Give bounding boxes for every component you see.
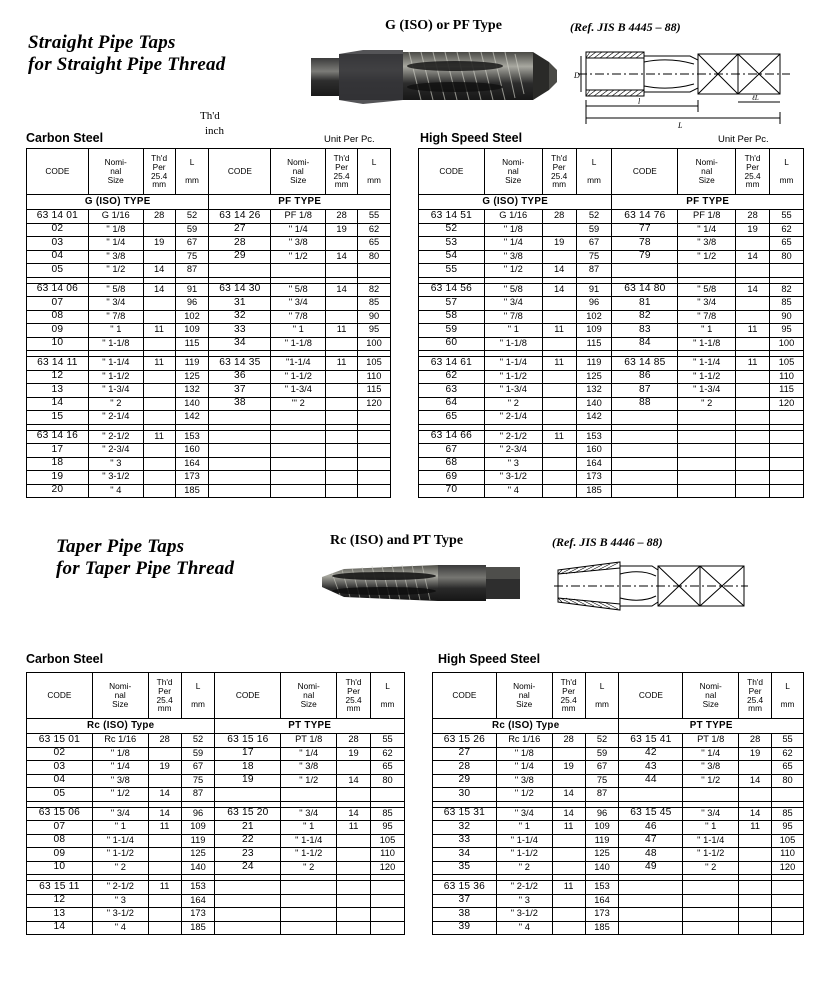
col-header-l: L mm: [358, 149, 391, 195]
table-row: 54 '' 3/8 75 79 '' 1/2 14 80: [419, 250, 804, 264]
table-row: 20 '' 4 185: [27, 484, 391, 498]
type-header-right: PF TYPE: [612, 195, 804, 210]
col-header-thd: Th'd Per 25.4 mm: [148, 673, 181, 719]
col-header-nominal: Nomi- nal Size: [496, 673, 552, 719]
table-row: 05 '' 1/2 14 87: [27, 788, 405, 802]
straight-tap-technical-drawing: [572, 40, 797, 128]
type-header-right: PT TYPE: [215, 719, 405, 734]
table-row: 07 '' 3/4 96 31 '' 3/4 85: [27, 297, 391, 311]
col-header-thd: Th'd Per 25.4 mm: [736, 149, 770, 195]
table-row: 19 '' 3-1/2 173: [27, 471, 391, 485]
table-row: 52 '' 1/8 59 77 '' 1/4 19 62: [419, 223, 804, 237]
table-body-taper-hss: [433, 719, 804, 935]
table-taper-high-speed-steel: [432, 672, 804, 935]
section2-title: [56, 536, 234, 580]
table-row: 64 '' 2 140 88 '' 2 120: [419, 397, 804, 411]
col-header-code: CODE: [419, 149, 485, 195]
table-row: 63 14 16 '' 2-1/2 11 153: [27, 430, 391, 444]
label-hss-taper: High Speed Steel: [438, 652, 541, 666]
table-row: 37 '' 3 164: [433, 894, 804, 908]
col-header-thd: Th'd Per 25.4 mm: [143, 149, 175, 195]
table-row: 08 '' 1-1/4 119 22 '' 1-1/4 105: [27, 834, 405, 848]
col-header-thd: Th'd Per 25.4 mm: [552, 673, 585, 719]
table-row: 63 15 11 '' 2-1/2 11 153: [27, 881, 405, 895]
table-row: 62 '' 1-1/2 125 86 '' 1-1/2 110: [419, 370, 804, 384]
table-type-header-row: [27, 195, 391, 210]
table-row: 35 '' 2 140 49 '' 2 120: [433, 861, 804, 875]
table-type-header-row: [27, 719, 405, 734]
type-header-left: G (ISO) TYPE: [419, 195, 612, 210]
col-header-nominal: Nomi- nal Size: [88, 149, 143, 195]
table-row: 57 '' 3/4 96 81 '' 3/4 85: [419, 297, 804, 311]
table-row: 63 15 01 Rc 1/16 28 52 63 15 16 PT 1/8 28 55: [27, 734, 405, 748]
table-row: 63 14 61 '' 1-1/4 11 119 63 14 85 '' 1-1/4 11 105: [419, 357, 804, 371]
table-row: 14 '' 4 185: [27, 921, 405, 935]
col-header-code: CODE: [27, 149, 89, 195]
taper-tap-photo: [318, 555, 528, 611]
col-header-nominal: Nomi- nal Size: [271, 149, 326, 195]
section1-ref-title: G (ISO) or PF Type: [385, 18, 502, 33]
table-row: 34 '' 1-1/2 125 48 '' 1-1/2 110: [433, 848, 804, 862]
table-row: 27 '' 1/8 59 42 '' 1/4 19 62: [433, 747, 804, 761]
label-carbon-steel-taper: Carbon Steel: [26, 652, 104, 666]
section1-title: [28, 32, 225, 76]
table-row: 63 14 01 G 1/16 28 52 63 14 26 PF 1/8 28 55: [27, 210, 391, 224]
type-header-left: G (ISO) TYPE: [27, 195, 209, 210]
table-row: 63 15 31 '' 3/4 14 96 63 15 45 '' 3/4 14 85: [433, 807, 804, 821]
table-row: 03 '' 1/4 19 67 28 '' 3/8 65: [27, 237, 391, 251]
table-row: 33 '' 1-1/4 119 47 '' 1-1/4 105: [433, 834, 804, 848]
section2-ref-title: Rc (ISO) and PT Type: [330, 533, 464, 548]
straight-tap-photo: [305, 40, 565, 115]
table-row: 63 14 06 '' 5/8 14 91 63 14 30 '' 5/8 14 82: [27, 283, 391, 297]
col-header-nominal: Nomi- nal Size: [484, 149, 542, 195]
col-header-nominal: Nomi- nal Size: [92, 673, 148, 719]
section2-title-line2: for Taper Pipe Thread: [56, 558, 235, 579]
table-type-header-row: [433, 719, 804, 734]
table-row: 30 '' 1/2 14 87: [433, 788, 804, 802]
section2-title-line1: Taper Pipe Taps: [56, 536, 185, 557]
table-row: 53 '' 1/4 19 67 78 '' 3/8 65: [419, 237, 804, 251]
table-row: 28 '' 1/4 19 67 43 '' 3/8 65: [433, 761, 804, 775]
table-row: 58 '' 7/8 102 82 '' 7/8 90: [419, 310, 804, 324]
section1-title-line1: Straight Pipe Taps: [28, 32, 176, 53]
table-body-straight-hss: [419, 195, 804, 498]
table-row: 68 '' 3 164: [419, 457, 804, 471]
table-row: 13 '' 3-1/2 173: [27, 908, 405, 922]
table-taper-carbon-steel: [26, 672, 405, 935]
table-row: 60 '' 1-1/8 115 84 '' 1-1/8 100: [419, 337, 804, 351]
table-row: 38 '' 3-1/2 173: [433, 908, 804, 922]
col-header-l: L mm: [181, 673, 215, 719]
table-row: 05 '' 1/2 14 87: [27, 264, 391, 278]
svg-text:ℓL: ℓL: [752, 94, 759, 102]
table-row: 12 '' 3 164: [27, 894, 405, 908]
col-header-thd: Th'd Per 25.4 mm: [337, 673, 371, 719]
section2-ref-note: (Ref. JIS B 4446 – 88): [552, 535, 663, 549]
table-row: 69 '' 3-1/2 173: [419, 471, 804, 485]
col-header-code: CODE: [619, 673, 683, 719]
table-row: 63 '' 1-3/4 132 87 '' 1-3/4 115: [419, 384, 804, 398]
table-row: 63 15 36 '' 2-1/2 11 153: [433, 881, 804, 895]
table-row: 63 14 56 '' 5/8 14 91 63 14 80 '' 5/8 14 82: [419, 283, 804, 297]
table-row: 32 '' 1 11 109 46 '' 1 11 95: [433, 821, 804, 835]
table-body-straight-carbon: [27, 195, 391, 498]
col-header-l: L mm: [576, 149, 612, 195]
svg-text:l: l: [638, 97, 641, 106]
table-row: 02 '' 1/8 59 27 '' 1/4 19 62: [27, 223, 391, 237]
label-carbon-steel-straight: Carbon Steel: [26, 131, 104, 145]
col-header-thd: Th'd Per 25.4 mm: [542, 149, 576, 195]
label-hss-straight: High Speed Steel: [420, 131, 523, 145]
col-header-nominal: Nomi- nal Size: [281, 673, 337, 719]
col-header-l: L mm: [371, 673, 405, 719]
col-header-code: CODE: [433, 673, 497, 719]
table-row: 08 '' 7/8 102 32 '' 7/8 90: [27, 310, 391, 324]
table-body-taper-carbon: [27, 719, 405, 935]
section1-title-line2: for Straight Pipe Thread: [28, 54, 226, 75]
section1-ref-note: (Ref. JIS B 4445 – 88): [570, 20, 681, 34]
svg-text:L: L: [678, 121, 683, 128]
col-header-thd: Th'd Per 25.4 mm: [326, 149, 358, 195]
table-row: 70 '' 4 185: [419, 484, 804, 498]
table-row: 13 '' 1-3/4 132 37 '' 1-3/4 115: [27, 384, 391, 398]
table-row: 59 '' 1 11 109 83 '' 1 11 95: [419, 324, 804, 338]
col-header-nominal: Nomi- nal Size: [683, 673, 739, 719]
svg-text:D: D: [574, 71, 580, 80]
inch-label: inch: [205, 125, 224, 137]
table-row: 39 '' 4 185: [433, 921, 804, 935]
table-row: 63 15 06 '' 3/4 14 96 63 15 20 '' 3/4 14 85: [27, 807, 405, 821]
table-row: 29 '' 3/8 75 44 '' 1/2 14 80: [433, 774, 804, 788]
taper-tap-technical-drawing: [552, 552, 752, 620]
table-row: 04 '' 3/8 75 19 '' 1/2 14 80: [27, 774, 405, 788]
table-row: 55 '' 1/2 14 87: [419, 264, 804, 278]
table-row: 17 '' 2-3/4 160: [27, 444, 391, 458]
table-row: 15 '' 2-1/4 142: [27, 411, 391, 425]
table-row: 10 '' 2 140 24 '' 2 120: [27, 861, 405, 875]
table-row: 65 '' 2-1/4 142: [419, 411, 804, 425]
col-header-nominal: Nomi- nal Size: [678, 149, 736, 195]
table-row: 14 '' 2 140 38 ''' 2 120: [27, 397, 391, 411]
col-header-code: CODE: [27, 673, 93, 719]
table-row: 03 '' 1/4 19 67 18 '' 3/8 65: [27, 761, 405, 775]
table-type-header-row: [419, 195, 804, 210]
table-straight-carbon-steel: [26, 148, 391, 498]
type-header-left: Rc (ISO) Type: [27, 719, 215, 734]
col-header-l: L mm: [770, 149, 804, 195]
table-row: 09 '' 1-1/2 125 23 '' 1-1/2 110: [27, 848, 405, 862]
thd-label: Th'd: [200, 110, 220, 122]
table-straight-high-speed-steel: [418, 148, 804, 498]
table-row: 63 14 51 G 1/16 28 52 63 14 76 PF 1/8 28 55: [419, 210, 804, 224]
col-header-code: CODE: [215, 673, 281, 719]
unit-label-straight-left: Unit Per Pc.: [324, 134, 375, 145]
table-row: 09 '' 1 11 109 33 '' 1 11 95: [27, 324, 391, 338]
table-row: 07 '' 1 11 109 21 '' 1 11 95: [27, 821, 405, 835]
table-row: 10 '' 1-1/8 115 34 '' 1-1/8 100: [27, 337, 391, 351]
table-row: 12 '' 1-1/2 125 36 '' 1-1/2 110: [27, 370, 391, 384]
table-row: 63 14 11 '' 1-1/4 11 119 63 14 35 ''1-1/4 11 105: [27, 357, 391, 371]
table-row: 02 '' 1/8 59 17 '' 1/4 19 62: [27, 747, 405, 761]
col-header-code: CODE: [209, 149, 271, 195]
table-row: 63 15 26 Rc 1/16 28 52 63 15 41 PT 1/8 28 55: [433, 734, 804, 748]
col-header-code: CODE: [612, 149, 678, 195]
col-header-thd: Th'd Per 25.4 mm: [739, 673, 772, 719]
type-header-right: PT TYPE: [619, 719, 804, 734]
unit-label-straight-right: Unit Per Pc.: [718, 134, 769, 145]
table-row: 18 '' 3 164: [27, 457, 391, 471]
type-header-left: Rc (ISO) Type: [433, 719, 619, 734]
col-header-l: L mm: [175, 149, 209, 195]
col-header-l: L mm: [585, 673, 619, 719]
col-header-l: L mm: [772, 673, 804, 719]
table-row: 04 '' 3/8 75 29 '' 1/2 14 80: [27, 250, 391, 264]
table-row: 63 14 66 '' 2-1/2 11 153: [419, 430, 804, 444]
type-header-right: PF TYPE: [209, 195, 391, 210]
table-row: 67 '' 2-3/4 160: [419, 444, 804, 458]
